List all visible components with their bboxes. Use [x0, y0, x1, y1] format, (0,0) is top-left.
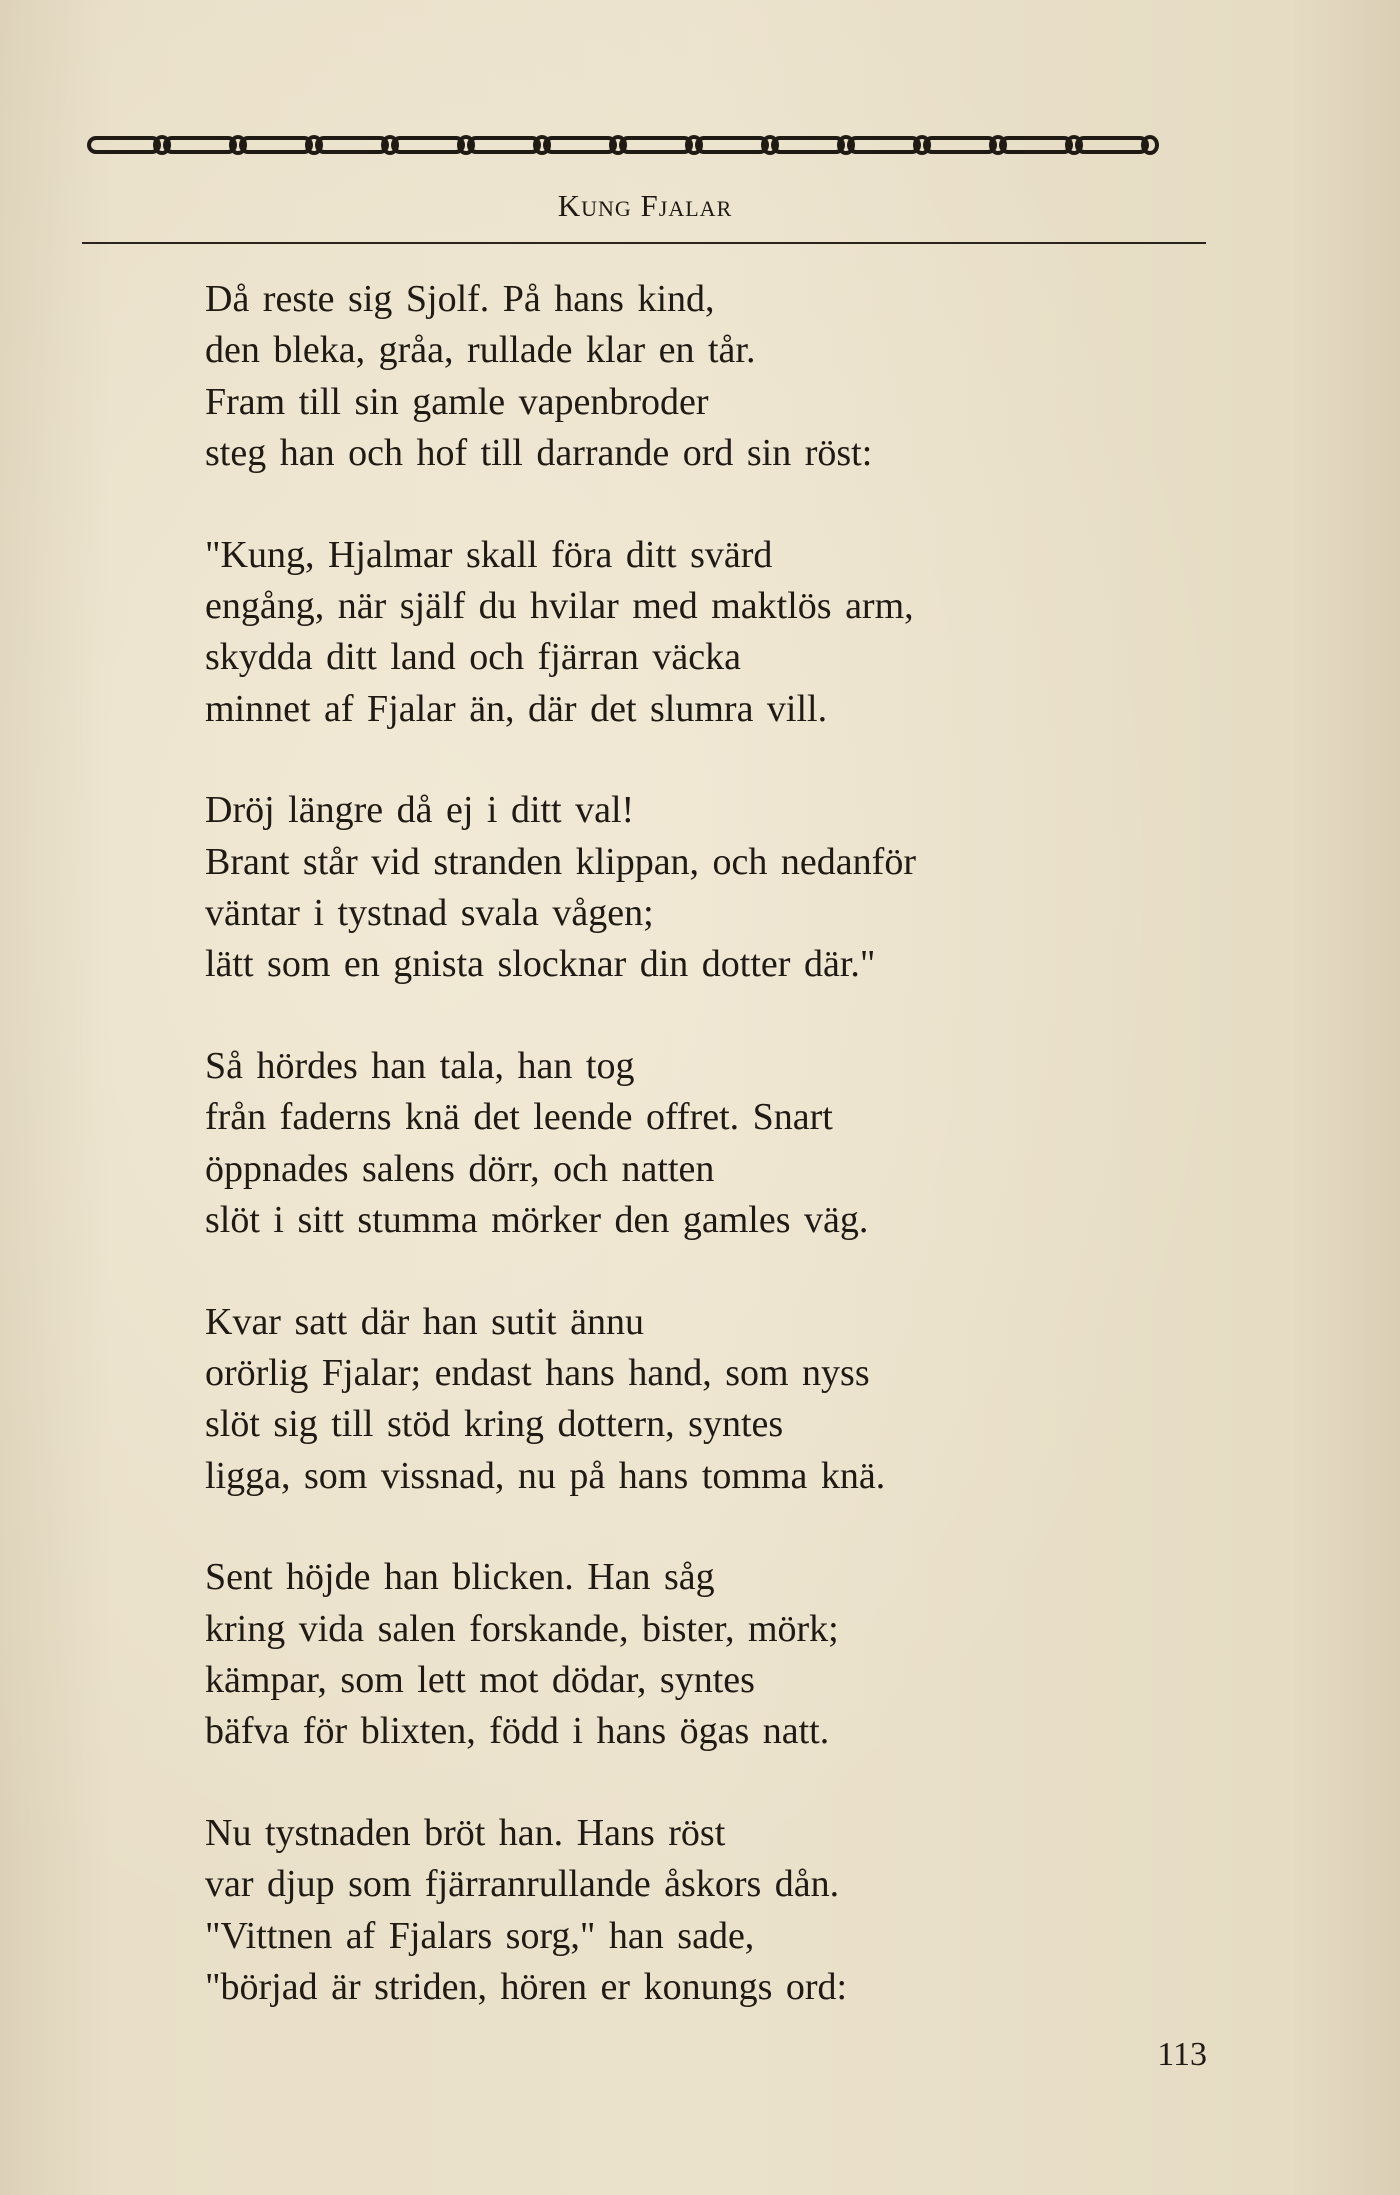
- verse-line: Dröj längre då ej i ditt val!: [205, 789, 635, 832]
- running-title: Kung Fjalar: [557, 188, 733, 223]
- verse-line: steg han och hof till darrande ord sin röst:: [205, 431, 873, 474]
- verse-line: "Kung, Hjalmar skall föra ditt svärd: [205, 533, 773, 576]
- chain-border-ornament-icon: [85, 132, 1205, 158]
- header-rule: [82, 242, 1206, 244]
- stanza: [205, 1552, 1105, 1757]
- verse-line: slöt i sitt stumma mörker den gamles väg.: [205, 1198, 869, 1241]
- verse-line: lätt som en gnista slocknar din dotter där.": [205, 943, 876, 986]
- stanza: [205, 1808, 1105, 2013]
- stanza: [205, 785, 1105, 990]
- stanza: [205, 1297, 1105, 1502]
- verse-line: den bleka, gråa, rullade klar en tår.: [205, 329, 756, 372]
- stanza: [205, 274, 1105, 479]
- verse-line: ligga, som vissnad, nu på hans tomma knä.: [205, 1454, 886, 1497]
- verse-line: minnet af Fjalar än, där det slumra vill.: [205, 687, 828, 730]
- verse-line: engång, när själf du hvilar med maktlös arm,: [205, 584, 914, 627]
- poem-body: [205, 274, 1105, 2064]
- stanza: [205, 1041, 1105, 1246]
- verse-line: öppnades salens dörr, och natten: [205, 1147, 715, 1190]
- verse-line: kämpar, som lett mot dödar, syntes: [205, 1659, 755, 1702]
- verse-line: slöt sig till stöd kring dottern, syntes: [205, 1403, 784, 1446]
- verse-line: Då reste sig Sjolf. På hans kind,: [205, 278, 715, 320]
- verse-line: Fram till sin gamle vapenbroder: [205, 380, 709, 423]
- verse-line: var djup som fjärranrullande åskors dån.: [205, 1863, 840, 1906]
- page-number: 113: [1157, 2036, 1207, 2073]
- verse-line: Så hördes han tala, han tog: [205, 1045, 635, 1088]
- verse-line: "Vittnen af Fjalars sorg," han sade,: [205, 1914, 755, 1957]
- verse-line: skydda ditt land och fjärran väcka: [205, 636, 741, 679]
- verse-line: Kvar satt där han sutit ännu: [205, 1300, 644, 1343]
- verse-line: från faderns knä det leende offret. Snart: [205, 1096, 833, 1139]
- verse-line: väntar i tystnad svala vågen;: [205, 891, 654, 934]
- verse-line: bäfva för blixten, född i hans ögas natt.: [205, 1710, 830, 1753]
- verse-line: Nu tystnaden bröt han. Hans röst: [205, 1812, 726, 1855]
- verse-line: Sent höjde han blicken. Han såg: [205, 1556, 715, 1599]
- verse-line: kring vida salen forskande, bister, mörk;: [205, 1607, 839, 1650]
- verse-line: orörlig Fjalar; endast hans hand, som nyss: [205, 1352, 870, 1395]
- verse-line: Brant står vid stranden klippan, och nedanför: [205, 840, 916, 883]
- verse-line: "börjad är striden, hören er konungs ord:: [205, 1966, 848, 2009]
- stanza: [205, 530, 1105, 735]
